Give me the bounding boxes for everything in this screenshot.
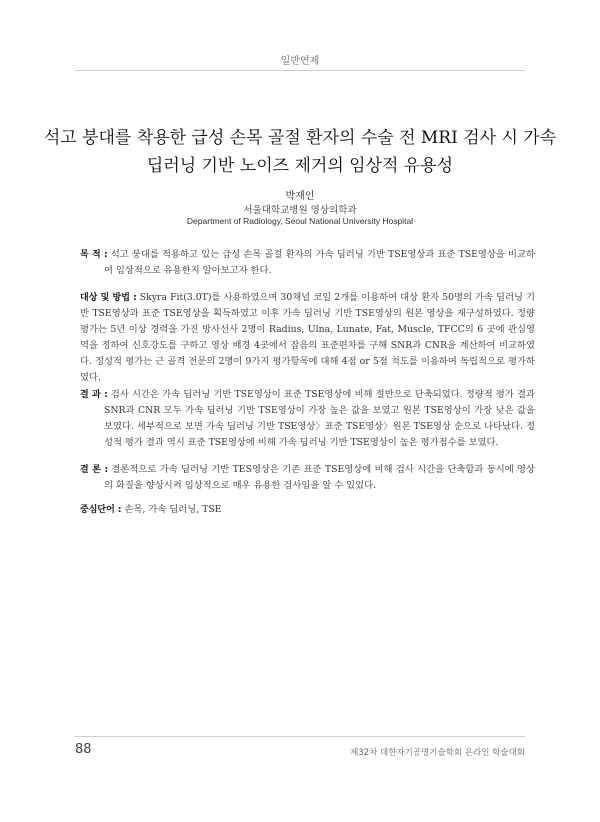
author-name: 박재인 xyxy=(285,191,315,202)
results-text: 검사 시간은 가속 딥러닝 기반 TSE영상이 표준 TSE영상에 비해 절반으로 단축되었다. 정량적 평가 결과 SNR과 CNR 모두 가속 딥러닝 기반 TSE영상이 가장 높은 값을 보였고 원본 TSE영상이 가장 낮은 값을 보였다. 세부적으로 보면 가속 딥러닝 기반 TSE영상〉표준 TSE영상〉원본 TSE영상 순으로 나타났다. 정성적 평가 결과 역시 표준 TSE영상에 비해 가속 딥러닝 기반 TSE영상이 높은 평가점수를 보였다. xyxy=(104,389,535,448)
abstract-purpose xyxy=(80,247,535,279)
conclusion-text: 결론적으로 가속 딥러닝 기반 TES영상은 기존 표준 TSE영상에 비해 검사 시간을 단축함과 동시에 영상의 화질을 향상시켜 임상적으로 매우 유용한 검사임을 알 수 있었다. xyxy=(104,464,535,491)
affiliation-english: Department of Radiology, Seoul National University Hospital xyxy=(186,216,414,226)
results-label: 결 과 : xyxy=(80,390,108,400)
paper-title xyxy=(40,124,560,180)
footer-divider xyxy=(75,736,525,737)
title-line-2: 딥러닝 기반 노이즈 제거의 임상적 유용성 xyxy=(146,156,454,176)
keywords-label: 중심단어 : xyxy=(80,505,122,515)
methods-text: Skyra Fit(3.0T)를 사용하였으며 30채널 코일 2개를 이용하여 대상 환자 50명의 가속 딥러닝 기반 TSE영상과 표준 TSE영상을 획득하였고 이후 가속 딥러닝 기반 TSE영상의 원본 영상을 재구성하였다. 정량 평가는 5년 이상 경력을 가진 방사선사 2명이 Radius, Ulna, Lunate, Fat, Muscle, TFCC의 6 곳에 관심영역을 정하여 신호강도를 구하고 영상 배경 4곳에서 잡음의 표준편차를 구해 SNR과 CNR을 계산하여 비교하였다. 정성적 평가는 근 골격 전문의 2명이 9가지 평가항목에 대해 4점 or 5점 척도를 이용하여 독립적으로 평가하였다. xyxy=(80,292,535,383)
title-line-1: 석고 붕대를 착용한 급성 손목 골절 환자의 수술 전 MRI 검사 시 가속 xyxy=(43,128,557,148)
abstract-conclusion xyxy=(80,462,535,494)
purpose-text: 석고 붕대를 적용하고 있는 급성 손목 골절 환자의 가속 딥러닝 기반 TSE영상과 표준 TSE영상을 비교하여 임상적으로 유용한지 알아보고자 한다. xyxy=(104,249,535,276)
purpose-label: 목 적 : xyxy=(80,250,108,260)
abstract-methods xyxy=(80,290,535,386)
page-number: 88 xyxy=(75,742,92,757)
conference-name: 제32차 대한자기공명기술학회 온라인 학술대회 xyxy=(350,748,525,758)
header-divider xyxy=(75,70,525,71)
abstract-keywords xyxy=(80,502,535,518)
keywords-text: 손목, 가속 딥러닝, TSE xyxy=(124,504,222,515)
methods-label: 대상 및 방법 : xyxy=(80,293,137,303)
section-header-label: 일반연제 xyxy=(280,56,320,67)
abstract-results xyxy=(80,387,535,451)
affiliation-korean: 서울대학교병원 영상의학과 xyxy=(243,205,357,216)
conclusion-label: 결 론 : xyxy=(80,465,109,475)
